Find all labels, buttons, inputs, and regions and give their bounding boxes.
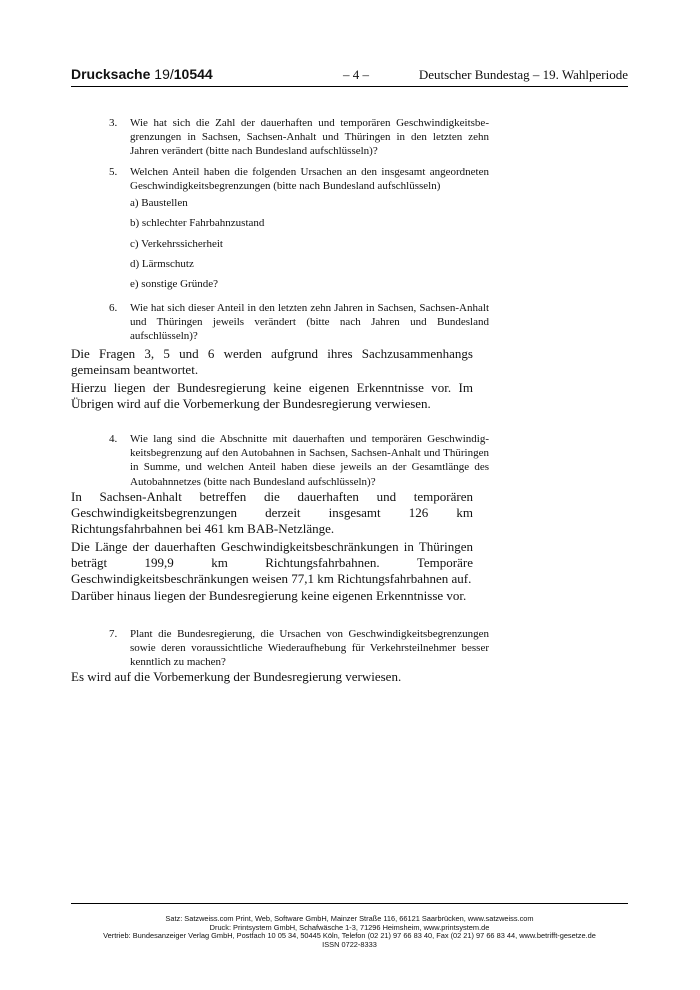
answer-paragraph: Die Länge der dauerhaften Geschwindigkeitsbeschränkungen in Thüringen beträgt 199,9 km Richtungsfahrbahnen. Temporäre Geschwindigkeitsbeschränkungen weisen 77,1 km Richtungsfahrbahnen auf. xyxy=(71,539,473,586)
question-number: 5. xyxy=(109,166,118,178)
list-item: b) schlechter Fahrbahnzustand xyxy=(130,217,265,229)
list-item: a) Baustellen xyxy=(130,197,188,209)
answer-paragraph: Es wird auf die Vorbemerkung der Bundesregierung verwiesen. xyxy=(71,669,402,684)
footer-line: Druck: Printsystem GmbH, Schafwäsche 1-3, 71296 Heimsheim, www.printsystem.de xyxy=(209,922,490,932)
list-item: d) Lärmschutz xyxy=(130,258,194,270)
question-number: 6. xyxy=(109,302,118,314)
header-rule xyxy=(71,86,628,87)
footer-line: Vertrieb: Bundesanzeiger Verlag GmbH, Postfach 10 05 34, 50445 Köln, Telefon (02 21) 97 66 83 40, Fax (02 21) 97 66 83 44, www.betrifft-gesetze.de xyxy=(103,931,596,941)
imprint-footer xyxy=(71,915,628,950)
list-item: c) Verkehrssicherheit xyxy=(130,238,223,250)
question-7 xyxy=(109,627,489,670)
footer-line: ISSN 0722-8333 xyxy=(322,940,377,950)
document-number-prefix: 19/ xyxy=(154,66,174,82)
question-text: Plant die Bundesregierung, die Ursachen von Geschwindigkeitsbegrenzungen sowie deren voraussichtliche Wiederaufhebung für Verkehrsteilnehmer besser kenntlich zu machen? xyxy=(130,628,489,669)
question-text: Welchen Anteil haben die folgenden Ursachen an den insgesamt angeordneten Geschwindigkeitsbegrenzungen (bitte nach Bundesland aufschlüsseln) xyxy=(130,166,489,193)
page-number: – 4 – xyxy=(343,67,369,82)
question-text: Wie hat sich dieser Anteil in den letzten zehn Jahren in Sachsen, Sachsen-Anhalt und Thüringen jeweils verändert (bitte nach Jahren und Bundesland aufschlüsseln)? xyxy=(130,302,489,343)
question-text: Wie lang sind die Abschnitte mit dauerhaften und temporären Geschwindigkeitsbegrenzung auf den Autobahnen in Sachsen, Sachsen-Anhalt und Thüringen in Summe, und welchen Anteil haben diese jeweils an der Gesamtlänge des Autobahnnetzes (bitte nach Bundesland aufschlüsseln)? xyxy=(130,433,489,488)
footer-line: Satz: Satzweiss.com Print, Web, Software GmbH, Mainzer Straße 116, 66121 Saarbrücken, www.satzweiss.com xyxy=(165,914,534,923)
question-number: 4. xyxy=(109,433,118,445)
document-number-bold: 10544 xyxy=(173,66,213,82)
document-label: Drucksache xyxy=(71,66,151,82)
question-6 xyxy=(109,301,489,344)
page-header xyxy=(71,66,628,84)
question-number: 3. xyxy=(109,117,118,129)
answer-paragraph: Die Fragen 3, 5 und 6 werden aufgrund ihres Sachzusammenhangs gemeinsam beantwortet. xyxy=(71,346,473,377)
answer-paragraph: In Sachsen-Anhalt betreffen die dauerhaften und temporären Geschwindigkeitsbegrenzungen derzeit insgesamt 126 km Richtungsfahrbahnen bei 461 km BAB-Netzlänge. xyxy=(71,489,473,536)
question-text: Wie hat sich die Zahl der dauerhaften und temporären Geschwindigkeitsbegrenzungen in Sachsen, Sachsen-Anhalt und Thüringen in den letzten zehn Jahren verändert (bitte nach Bundesland aufschlüsseln)? xyxy=(130,117,489,158)
question-5 xyxy=(109,165,489,193)
footer-rule xyxy=(71,903,628,904)
question-number: 7. xyxy=(109,628,118,640)
answer-paragraph: Darüber hinaus liegen der Bundesregierung keine eigenen Erkenntnisse vor. xyxy=(71,588,467,603)
publisher: Deutscher Bundestag – 19. Wahlperiode xyxy=(418,67,628,82)
list-item: e) sonstige Gründe? xyxy=(130,278,218,290)
answer-paragraph: Hierzu liegen der Bundesregierung keine eigenen Erkenntnisse vor. Im Übrigen wird auf die Vorbemerkung der Bundesregierung verwiesen. xyxy=(71,380,473,411)
question-4 xyxy=(109,432,489,489)
question-3 xyxy=(109,116,489,159)
document-number xyxy=(71,66,213,82)
